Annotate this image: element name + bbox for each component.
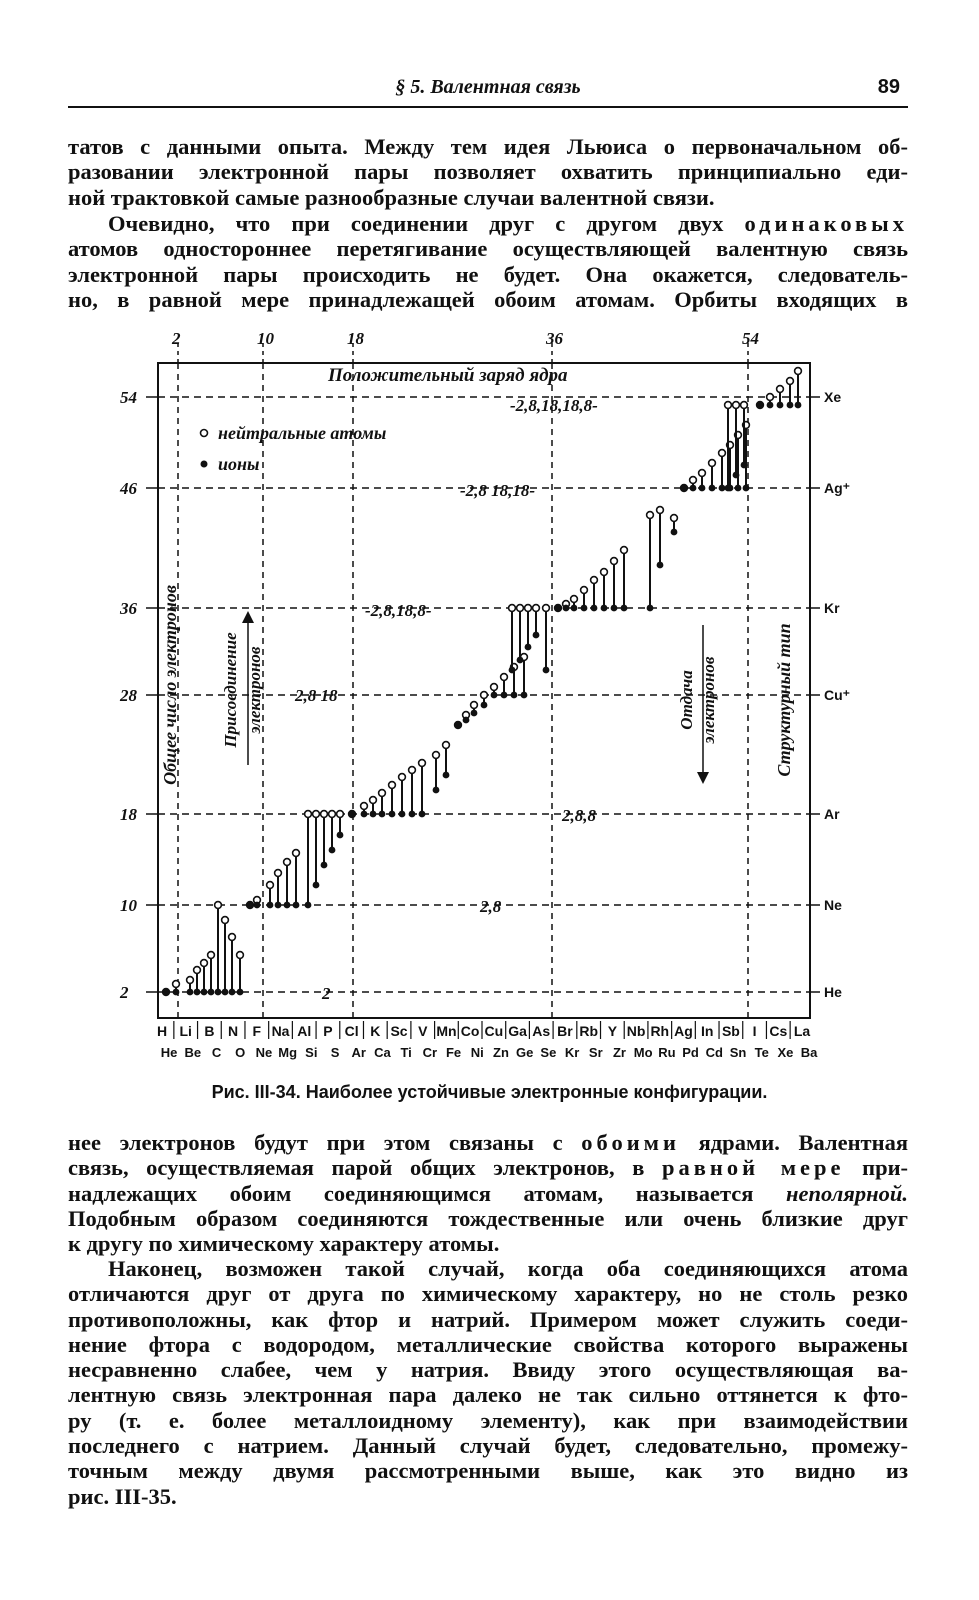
ion-marker: [690, 485, 697, 492]
y-tick-label: 2: [120, 983, 129, 1002]
element-symbol-bottom: Sn: [729, 1045, 747, 1060]
neutral-atom-marker: [237, 952, 244, 959]
right-shell-label: He: [824, 984, 842, 1000]
ion-marker: [321, 862, 328, 869]
neutral-atom-marker: [733, 402, 740, 409]
element-symbol-top: Ga: [508, 1023, 527, 1039]
element-symbol-bottom: Ti: [400, 1045, 412, 1060]
element-symbol-bottom: O: [235, 1045, 246, 1060]
running-title: § 5. Валентная связь: [395, 76, 581, 98]
left-arrow-head: [242, 611, 254, 623]
neutral-atom-marker: [313, 811, 320, 818]
element-symbol-bottom: Be: [184, 1045, 202, 1060]
ion-marker: [509, 667, 516, 674]
page-number: 89: [877, 76, 900, 98]
legend-open-marker: [201, 430, 208, 437]
neutral-atom-marker: [419, 760, 426, 767]
text-line: [68, 211, 908, 236]
italic-term: неполярной.: [786, 1180, 908, 1206]
neutral-atom-marker: [370, 797, 377, 804]
neutral-atom-marker: [719, 450, 726, 457]
neutral-atom-marker: [741, 402, 748, 409]
element-symbol-bottom: Se: [540, 1045, 557, 1060]
paragraph-4: [68, 1256, 908, 1509]
shell-configuration-label: 2: [322, 984, 331, 1003]
element-symbol-bottom: Ca: [374, 1045, 391, 1060]
element-symbol-bottom: Cd: [705, 1045, 723, 1060]
emphasis-span: обоими: [581, 1130, 680, 1155]
neutral-atom-marker: [725, 402, 732, 409]
ion-marker: [735, 485, 742, 492]
ion-marker: [647, 605, 654, 612]
right-shell-label: Ne: [824, 897, 842, 913]
element-symbol-bottom: Xe: [777, 1045, 794, 1060]
right-vertical-label: Структурный тип: [774, 623, 794, 777]
y-tick-label: 18: [120, 805, 137, 824]
text-line: электронной пары происходить не будет. Она окажется, следователь-: [68, 261, 908, 287]
ion-marker: [208, 989, 215, 996]
text-line: к другу по химическому характеру атомы.: [68, 1231, 500, 1257]
ion-marker: [215, 989, 222, 996]
neutral-atom-marker: [433, 752, 440, 759]
neutral-atom-marker: [777, 386, 784, 393]
top-tick-label: 10: [257, 329, 274, 348]
ion-marker: [657, 562, 664, 569]
neutral-atom-marker: [471, 702, 478, 709]
neutral-atom-marker: [215, 902, 222, 909]
neutral-atom-marker: [194, 967, 201, 974]
text-span: ядрами. Валентная: [698, 1130, 908, 1155]
shell-configuration-label: 2,8: [480, 897, 502, 916]
element-symbol-top: P: [323, 1023, 333, 1039]
neutral-atom-marker: [293, 850, 300, 857]
element-symbol-top: Na: [271, 1023, 290, 1039]
neutral-atom-marker: [409, 767, 416, 774]
text-line: ру (т. е. более металлоидному элементу), как при взаимодействии: [68, 1407, 908, 1433]
ion-marker: [329, 847, 336, 854]
element-symbol-bottom: Fe: [445, 1045, 462, 1060]
text-line: атомов одностороннее перетягивание осуществляющей валентную связь: [68, 236, 908, 262]
ion-marker: [201, 989, 208, 996]
ion-marker: [757, 402, 764, 409]
paragraph-3: [68, 1130, 908, 1256]
neutral-atom-marker: [201, 960, 208, 967]
ion-marker: [361, 811, 368, 818]
ion-marker: [591, 605, 598, 612]
ion-marker: [399, 811, 406, 818]
element-symbol-bottom: Ge: [515, 1045, 534, 1060]
ion-marker: [709, 485, 716, 492]
ion-marker: [237, 989, 244, 996]
y-tick-label: 10: [120, 896, 137, 915]
y-tick-label: 28: [120, 686, 137, 705]
element-symbol-top: La: [793, 1023, 811, 1039]
right-shell-label: Ag⁺: [824, 480, 851, 496]
ion-marker: [777, 402, 784, 409]
neutral-atom-marker: [543, 605, 550, 612]
neutral-atom-marker: [657, 507, 664, 514]
element-symbol-bottom: Ru: [658, 1045, 676, 1060]
ion-marker: [305, 902, 312, 909]
element-symbol-top: H: [156, 1023, 168, 1039]
text-line: противоположны, как фтор и натрий. Примером может служить соеди-: [68, 1306, 908, 1332]
ion-marker: [313, 882, 320, 889]
neutral-atom-marker: [379, 790, 386, 797]
ion-marker: [767, 402, 774, 409]
neutral-atom-marker: [709, 460, 716, 467]
neutral-atom-marker: [611, 558, 618, 565]
ion-marker: [443, 772, 450, 779]
element-symbol-top: K: [370, 1023, 381, 1039]
ion-marker: [733, 472, 740, 479]
text-line: отличаются друг от друга по химическому характеру, но не столь резко: [68, 1281, 908, 1307]
neutral-atom-marker: [187, 977, 194, 984]
ion-marker: [743, 485, 750, 492]
right-shell-label: Xe: [824, 389, 842, 405]
ion-marker: [521, 692, 528, 699]
ion-marker: [455, 722, 462, 729]
element-symbol-top: Mn: [436, 1023, 457, 1039]
neutral-atom-marker: [208, 952, 215, 959]
ion-marker: [501, 692, 508, 699]
ion-marker: [671, 529, 678, 536]
text-line: [68, 1181, 908, 1206]
neutral-atom-marker: [321, 811, 328, 818]
neutral-atom-marker: [275, 870, 282, 877]
element-symbol-bottom: Sr: [588, 1045, 603, 1060]
ion-marker: [719, 485, 726, 492]
y-tick-label: 46: [120, 479, 137, 498]
ion-marker: [293, 902, 300, 909]
text-line: последнего с натрием. Данный случай будет, следовательно, промежу-: [68, 1433, 908, 1459]
neutral-atom-marker: [533, 605, 540, 612]
figure-caption: Рис. III-34. Наиболее устойчивые электронные конфигурации.: [211, 1082, 768, 1102]
element-symbol-top: F: [252, 1023, 262, 1039]
right-shell-label: Cu⁺: [824, 687, 851, 703]
page-header: [68, 70, 908, 108]
ion-marker: [389, 811, 396, 818]
neutral-atom-marker: [571, 596, 578, 603]
neutral-atom-marker: [399, 774, 406, 781]
legend-ions-label: ионы: [218, 454, 260, 474]
shell-configuration-label: -2,8,18,8-: [365, 601, 432, 620]
neutral-atom-marker: [337, 811, 344, 818]
element-symbol-bottom: Mg: [278, 1045, 298, 1060]
emphasis-span: одинаковых: [744, 211, 909, 236]
element-symbol-top: B: [204, 1023, 215, 1039]
neutral-atom-marker: [795, 368, 802, 375]
text-line: разовании электронной пары позволяет охватить принципиально еди-: [68, 159, 908, 185]
right-arrow-label: Отдача: [677, 670, 696, 730]
ion-marker: [187, 989, 194, 996]
element-symbol-top: In: [700, 1023, 714, 1039]
text-line: [68, 1155, 908, 1180]
ion-marker: [491, 692, 498, 699]
ion-marker: [511, 692, 518, 699]
shell-configuration-label: -2,8,18,18,8-: [510, 396, 598, 415]
ion-marker: [275, 902, 282, 909]
text-line: татов с данными опыта. Между тем идея Льюиса о первоначальном об-: [68, 134, 908, 159]
ion-marker: [581, 605, 588, 612]
element-symbol-bottom: Mo: [633, 1045, 653, 1060]
neutral-atom-marker: [267, 882, 274, 889]
element-symbol-top: Co: [460, 1023, 480, 1039]
ion-marker: [787, 402, 794, 409]
text-line: Наконец, возможен такой случай, когда оба соединяющихся атома: [108, 1256, 908, 1281]
ion-marker: [621, 605, 628, 612]
element-symbol-top: Sc: [390, 1023, 408, 1039]
neutral-atom-marker: [525, 605, 532, 612]
element-symbol-bottom: Ba: [800, 1045, 818, 1060]
element-symbol-top: Cu: [484, 1023, 504, 1039]
neutral-atom-marker: [284, 859, 291, 866]
neutral-atom-marker: [481, 692, 488, 699]
element-symbol-top: Nb: [626, 1023, 646, 1039]
neutral-atom-marker: [329, 811, 336, 818]
left-arrow-label: Присоединение: [221, 632, 240, 748]
neutral-atom-marker: [581, 587, 588, 594]
neutral-atom-marker: [621, 547, 628, 554]
right-shell-label: Ar: [824, 806, 840, 822]
neutral-atom-marker: [601, 569, 608, 576]
ion-marker: [563, 605, 570, 612]
top-axis-label: Положительный заряд ядра: [328, 365, 568, 386]
element-symbol-bottom: Pd: [682, 1045, 699, 1060]
configuration-chart: [100, 325, 920, 1075]
ion-marker: [194, 989, 201, 996]
ion-marker: [601, 605, 608, 612]
ion-marker: [517, 657, 524, 664]
paragraph-2: [68, 211, 908, 312]
ion-marker: [229, 989, 236, 996]
text-span: нее электронов будут при этом связаны с: [68, 1130, 563, 1155]
element-symbol-bottom: He: [160, 1045, 178, 1060]
element-symbol-top: Rh: [650, 1023, 670, 1039]
top-tick-label: 2: [172, 329, 181, 348]
text-span: связь, осуществляемая парой общих электронов, в: [68, 1155, 645, 1181]
ion-marker: [555, 605, 562, 612]
paragraph-1: [68, 134, 908, 210]
neutral-atom-marker: [690, 477, 697, 484]
ion-marker: [222, 989, 229, 996]
neutral-atom-marker: [517, 605, 524, 612]
element-symbol-bottom: Zn: [493, 1045, 509, 1060]
element-symbol-top: I: [752, 1023, 757, 1039]
shell-configuration-label: 2,8,8: [562, 806, 596, 825]
neutral-atom-marker: [767, 394, 774, 401]
right-arrow-head: [697, 772, 709, 784]
ion-marker: [471, 710, 478, 717]
element-symbol-bottom: Cr: [422, 1045, 438, 1060]
ion-marker: [254, 902, 261, 909]
text-span: Очевидно, что при соединении друг с другом двух: [108, 211, 724, 236]
ion-marker: [247, 902, 254, 909]
element-symbol-bottom: Ar: [351, 1045, 366, 1060]
ion-marker: [611, 605, 618, 612]
left-arrow-label: электронов: [245, 646, 264, 734]
text-span: надлежащих обоим соединяющимся атомам, называется: [68, 1180, 754, 1206]
text-line: ной трактовкой самые разнообразные случаи валентной связи.: [68, 184, 715, 210]
neutral-atom-marker: [501, 674, 508, 681]
ion-marker: [463, 717, 470, 724]
element-symbol-top: V: [418, 1023, 428, 1039]
text-line: точным между двумя рассмотренными выше, как это видно из: [68, 1458, 908, 1484]
neutral-atom-marker: [491, 684, 498, 691]
shell-configuration-label: 2,8 18: [295, 686, 338, 705]
element-symbol-bottom: Zr: [612, 1045, 626, 1060]
element-symbol-bottom: Te: [754, 1045, 769, 1060]
ion-marker: [525, 644, 532, 651]
ion-marker: [795, 402, 802, 409]
element-symbol-top: As: [532, 1023, 551, 1039]
y-axis-label: Общее число электронов: [160, 585, 180, 785]
element-symbol-top: Y: [607, 1023, 618, 1039]
text-line: Подобным образом соединяются тождественные или очень близкие друг: [68, 1205, 908, 1231]
ion-marker: [681, 485, 688, 492]
ion-marker: [725, 485, 732, 492]
legend-neutral-label: нейтральные атомы: [218, 423, 387, 443]
element-symbol-top: Sb: [721, 1023, 740, 1039]
top-tick-label: 36: [546, 329, 563, 348]
neutral-atom-marker: [671, 515, 678, 522]
emphasis-span: равной мере: [662, 1155, 845, 1181]
element-symbol-bottom: S: [330, 1045, 340, 1060]
neutral-atom-marker: [699, 470, 706, 477]
ion-marker: [433, 787, 440, 794]
neutral-atom-marker: [229, 934, 236, 941]
ion-marker: [481, 702, 488, 709]
element-symbol-top: Br: [557, 1023, 573, 1039]
element-symbol-top: Cl: [344, 1023, 359, 1039]
text-line: лентную связь электронная пара далеко не так сильно оттянется к фто-: [68, 1382, 908, 1408]
ion-marker: [337, 832, 344, 839]
neutral-atom-marker: [647, 512, 654, 519]
shell-configuration-label: -2,8 18,18-: [460, 481, 536, 500]
top-tick-label: 18: [347, 329, 364, 348]
ion-marker: [267, 902, 274, 909]
ion-marker: [284, 902, 291, 909]
text-line: несравненно слабее, чем у натрия. Ввиду этого осуществляющая ва-: [68, 1357, 908, 1383]
ion-marker: [370, 811, 377, 818]
figure: [100, 325, 920, 1075]
ion-marker: [741, 462, 748, 469]
ion-marker: [533, 632, 540, 639]
right-arrow-label: электронов: [699, 656, 718, 744]
element-symbol-top: N: [228, 1023, 239, 1039]
neutral-atom-marker: [509, 605, 516, 612]
neutral-atom-marker: [787, 378, 794, 385]
ion-marker: [543, 667, 550, 674]
neutral-atom-marker: [222, 917, 229, 924]
top-tick-label: 54: [742, 329, 759, 348]
ion-marker: [409, 811, 416, 818]
neutral-atom-marker: [361, 803, 368, 810]
ion-marker: [699, 485, 706, 492]
element-symbol-bottom: Ni: [470, 1045, 484, 1060]
element-symbol-bottom: Si: [305, 1045, 318, 1060]
neutral-atom-marker: [591, 577, 598, 584]
text-line: нение фтора с водородом, металлические свойства которого выражены: [68, 1331, 908, 1357]
ion-marker: [163, 989, 170, 996]
element-symbol-top: Rb: [579, 1023, 599, 1039]
legend-filled-marker: [201, 461, 208, 468]
element-symbol-top: Li: [179, 1023, 192, 1039]
y-tick-label: 54: [120, 388, 137, 407]
element-symbol-top: Ag: [674, 1023, 693, 1039]
element-symbol-top: Al: [297, 1023, 312, 1039]
element-symbol-bottom: C: [211, 1045, 222, 1060]
text-line: рис. III-35.: [68, 1483, 177, 1509]
ion-marker: [173, 989, 180, 996]
element-symbol-top: Cs: [769, 1023, 788, 1039]
ion-marker: [571, 605, 578, 612]
ion-marker: [379, 811, 386, 818]
y-tick-label: 36: [120, 599, 137, 618]
right-shell-label: Kr: [824, 600, 840, 616]
neutral-atom-marker: [443, 742, 450, 749]
element-symbol-bottom: Kr: [564, 1045, 580, 1060]
neutral-atom-marker: [305, 811, 312, 818]
ion-marker: [419, 811, 426, 818]
neutral-atom-marker: [389, 782, 396, 789]
text-line: [68, 1130, 908, 1155]
ion-marker: [349, 811, 356, 818]
element-symbol-bottom: Ne: [255, 1045, 273, 1060]
text-line: но, в равной мере принадлежащей обоим атомам. Орбиты входящих в: [68, 286, 908, 312]
neutral-atom-marker: [173, 981, 180, 988]
text-span: при-: [862, 1155, 909, 1181]
